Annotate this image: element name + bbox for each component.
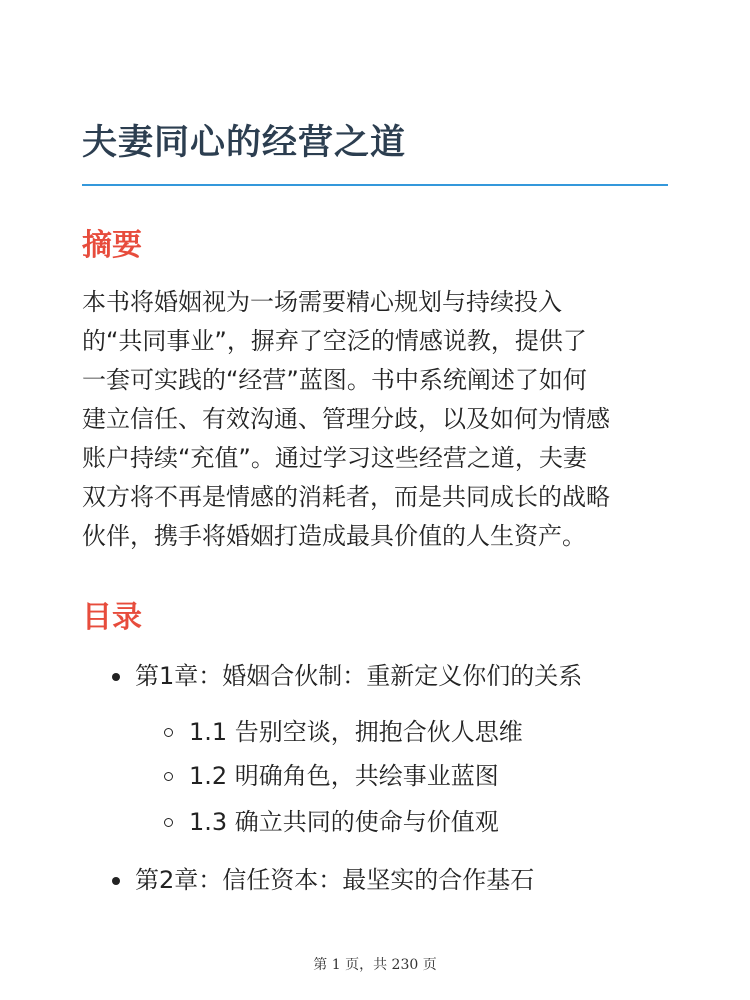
title-divider xyxy=(82,184,668,186)
abstract-line: 账户持续“充值”。通过学习这些经营之道，夫妻 xyxy=(82,444,587,472)
bullet-icon xyxy=(112,673,120,681)
toc-section-label: 1.1 告别空谈，拥抱合伙人思维 xyxy=(189,718,523,746)
abstract-heading: 摘要 xyxy=(82,228,142,263)
bullet-icon xyxy=(112,877,120,885)
toc-chapter-label: 第1章：婚姻合伙制：重新定义你们的关系 xyxy=(135,662,583,690)
circle-bullet-icon xyxy=(164,728,173,737)
page-number-footer: 第 1 页，共 230 页 xyxy=(313,957,437,973)
circle-bullet-icon xyxy=(164,818,173,827)
abstract-line: 伙伴，携手将婚姻打造成最具价值的人生资产。 xyxy=(82,522,586,550)
abstract-line: 建立信任、有效沟通、管理分歧，以及如何为情感 xyxy=(82,405,610,433)
toc-section-label: 1.3 确立共同的使命与价值观 xyxy=(189,808,499,836)
circle-bullet-icon xyxy=(164,772,173,781)
abstract-paragraph xyxy=(82,283,672,556)
abstract-line: 双方将不再是情感的消耗者，而是共同成长的战略 xyxy=(82,483,610,511)
toc-heading: 目录 xyxy=(82,600,142,635)
abstract-line: 的“共同事业”，摒弃了空泛的情感说教，提供了 xyxy=(82,327,587,355)
abstract-line: 一套可实践的“经营”蓝图。书中系统阐述了如何 xyxy=(82,366,587,394)
abstract-line: 本书将婚姻视为一场需要精心规划与持续投入 xyxy=(82,288,562,316)
toc-chapter-label: 第2章：信任资本：最坚实的合作基石 xyxy=(135,866,535,894)
document-title: 夫妻同心的经营之道 xyxy=(82,123,407,163)
toc-section-label: 1.2 明确角色，共绘事业蓝图 xyxy=(189,762,499,790)
